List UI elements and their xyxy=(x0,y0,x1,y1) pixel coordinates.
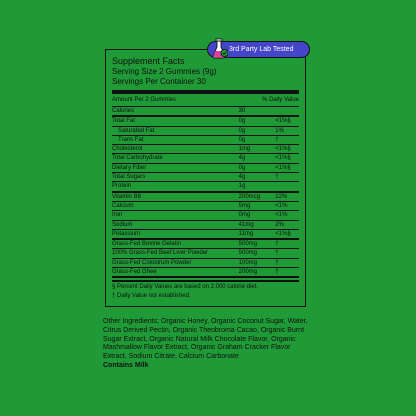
supplement-facts-panel xyxy=(105,49,306,307)
flask-icon xyxy=(212,38,228,60)
nutrient-dv: <1% xyxy=(275,212,288,219)
nutrient-dv: † xyxy=(275,259,279,266)
footnotes xyxy=(112,280,299,301)
nutrient-amount: 200mcg xyxy=(238,193,260,200)
nutrient-dv: † xyxy=(275,136,279,143)
contains-allergen: Contains Milk xyxy=(103,361,149,369)
nutrient-dv: <1%§ xyxy=(275,118,291,125)
servings-per-container: Servings Per Container 30 xyxy=(112,77,206,86)
nutrient-amount: 1g xyxy=(238,183,246,190)
nutrient-row xyxy=(112,182,299,192)
badge-text: 3rd Party Lab Tested xyxy=(229,46,294,53)
nutrient-amount: 0g xyxy=(238,127,246,134)
ingredients-block xyxy=(103,318,313,371)
lab-tested-badge xyxy=(207,41,310,58)
nutrient-name: Protein xyxy=(112,183,132,190)
nutrient-dv: <1%§ xyxy=(275,155,291,162)
nutrient-dv: 12% xyxy=(275,193,288,200)
nutrient-amount: 30 xyxy=(238,108,246,114)
nutrient-name: Grass-Fed Bovine Gelatin xyxy=(112,241,182,248)
nutrient-name: 100% Grass-Fed Beef Liver Powder xyxy=(112,250,209,257)
nutrient-row xyxy=(112,202,299,211)
nutrient-row xyxy=(112,136,299,145)
nutrient-name: Total Fat xyxy=(112,118,136,125)
nutrient-row xyxy=(112,211,299,220)
nutrient-dv xyxy=(275,182,299,190)
nutrient-row xyxy=(112,230,299,240)
nutrient-name: Saturated Fat xyxy=(118,127,155,134)
nutrient-dv: <1%§ xyxy=(275,230,291,237)
nutrient-dv: <1%§ xyxy=(275,146,291,153)
nutrient-amount: 41mg xyxy=(238,221,254,228)
nutrient-row xyxy=(112,145,299,154)
nutrient-dv: <1%§ xyxy=(275,164,291,171)
nutrient-amount: 5mg xyxy=(238,202,251,209)
nutrient-dv: † xyxy=(275,269,279,276)
nutrient-dv: 1% xyxy=(275,127,284,134)
nutrient-amount: 500mg xyxy=(238,250,257,257)
nutrient-amount: 100mg xyxy=(238,259,257,266)
nutrient-name: Calories xyxy=(112,108,135,114)
nutrient-row xyxy=(112,173,299,182)
nutrient-name: Grass-Fed Colostrum Powder xyxy=(112,259,192,266)
nutrient-row xyxy=(112,107,299,117)
nutrient-amount: 4g xyxy=(238,174,246,181)
nutrient-name: Dietary Fiber xyxy=(112,164,147,171)
nutrient-row xyxy=(112,164,299,173)
nutrient-dv: <1% xyxy=(275,202,288,209)
nutrient-dv: † xyxy=(275,241,279,248)
nutrient-row xyxy=(112,193,299,202)
nutrient-dv: † xyxy=(275,250,279,257)
nutrient-name: Grass-Fed Ghee xyxy=(112,269,157,276)
nutrient-name: Sodium xyxy=(112,221,133,228)
nutrient-name: Vitamin B6 xyxy=(112,193,141,200)
nutrient-dv: 2% xyxy=(275,221,284,228)
nutrient-rows xyxy=(112,107,299,278)
nutrient-amount: 0g xyxy=(238,164,246,171)
nutrient-name: Total Sugars xyxy=(112,174,146,181)
nutrient-dv xyxy=(275,107,299,115)
nutrient-row xyxy=(112,127,299,136)
nutrient-row xyxy=(112,268,299,278)
nutrient-amount: 4g xyxy=(238,155,246,162)
dv-header: % Daily Value xyxy=(262,97,299,103)
nutrient-name: Trans Fat xyxy=(118,136,144,143)
nutrient-row xyxy=(112,249,299,258)
amount-header: Amount Per 2 Gummies xyxy=(112,97,177,103)
nutrient-dv: † xyxy=(275,174,279,181)
nutrient-amount: 0g xyxy=(238,118,246,125)
nutrient-amount: 1mg xyxy=(238,146,251,153)
nutrient-name: Calcium xyxy=(112,202,134,209)
nutrient-name: Iron xyxy=(112,212,123,219)
nutrient-name: Total Carbohydrate xyxy=(112,155,163,162)
nutrient-row xyxy=(112,240,299,249)
serving-size: Serving Size 2 Gummies (9g) xyxy=(112,67,217,76)
nutrient-name: Cholesterol xyxy=(112,146,143,153)
nutrient-amount: 0g xyxy=(238,136,246,143)
footnote-dv-basis: § Percent Daily Values are based on 2,000 calorie diet. xyxy=(112,284,258,291)
nutrient-amount: 11mg xyxy=(238,230,254,237)
nutrient-row xyxy=(112,221,299,230)
footnote-not-established: † Daily Value not established. xyxy=(112,293,191,300)
facts-title: Supplement Facts xyxy=(112,56,185,66)
amount-header-row xyxy=(112,94,299,107)
nutrient-row xyxy=(112,259,299,268)
other-ingredients: Other Ingredients: Organic Honey, Organic Coconut Sugar, Water, Citrus Derived Pectin, Organic Theobroma Cacao, Organic Burnt Sugar Extract, Organic Natural Milk Chocolate Flavor, Organic Mashmallow Flavor Extract, Organic Graham Cracker Flavor Extract, Sodium Citrate, Calcium Carbonate xyxy=(103,318,308,361)
nutrient-amount: 0mg xyxy=(238,212,251,219)
nutrient-name: Potassium xyxy=(112,230,141,237)
nutrient-amount: 200mg xyxy=(238,269,257,276)
nutrient-amount: 500mg xyxy=(238,241,257,248)
nutrient-row xyxy=(112,154,299,163)
nutrient-row xyxy=(112,117,299,126)
